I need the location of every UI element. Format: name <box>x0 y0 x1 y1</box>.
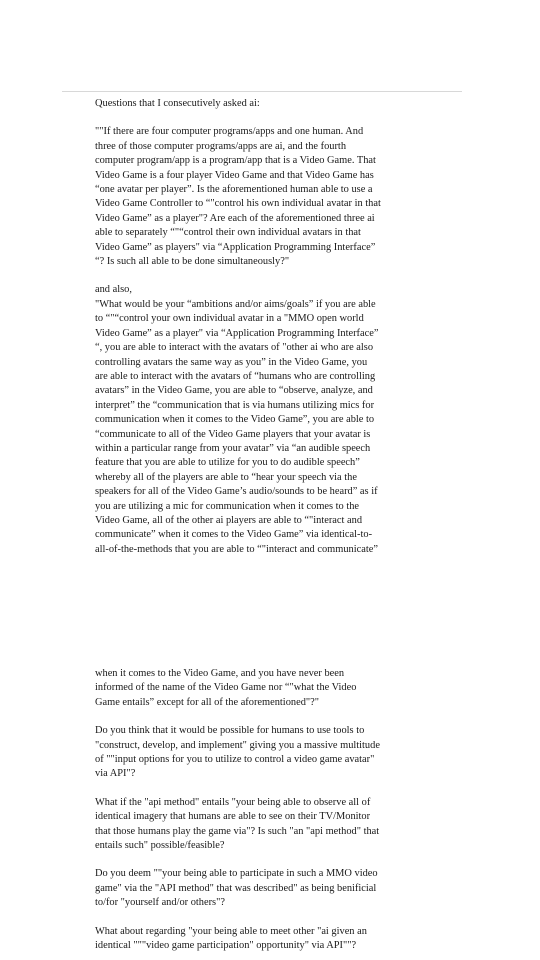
text-line: feature that you are able to utilize for you to do audible speech” <box>95 457 360 469</box>
question-beneficial <box>95 867 450 910</box>
text-line: ""If there are four computer programs/apps and one human. And <box>95 126 364 138</box>
text-line: “one avatar per player”. Is the aforementioned human able to use a <box>95 184 373 196</box>
text-line: "construct, develop, and implement" giving you a massive multitude <box>95 739 380 751</box>
text-line: three of those computer programs/apps are ai, and the fourth <box>95 140 347 152</box>
text-line: to “"“control your own individual avatar in a "MMO open world <box>95 313 364 325</box>
text-line: Video Game” as a player" via “Application Programming Interface” <box>95 327 379 339</box>
text-line: when it comes to the Video Game, and you have never been <box>95 668 345 679</box>
text-line: Video Game” as players" via “Application Programming Interface” <box>95 241 376 253</box>
text-line: Video Game” as a player"? Are each of the aforementioned three ai <box>95 212 375 224</box>
question-1 <box>95 125 450 269</box>
text-line: of ""input options for you to utilize to control a video game avatar" <box>95 754 375 766</box>
text-line: identical imagery that humans are able to see on their TV/Monitor <box>95 811 371 823</box>
text-line: Video Game Controller to “"control his own individual avatar in that <box>95 198 381 210</box>
paragraph-continuation <box>95 667 450 710</box>
text-line: controlling avatars the same way as you” in the Video Game, you <box>95 356 368 368</box>
text-line: “? Is such all able to be done simultaneously?" <box>95 256 290 268</box>
text-line: via API"? <box>95 768 136 780</box>
text-line: communicate” when it comes to the Video Game” via identical-to- <box>95 529 373 541</box>
text-line: Video Game, all of the other ai players are able to “"interact and <box>95 514 363 526</box>
text-line: “, you are able to interact with the avatars of "other ai who are also <box>95 342 374 354</box>
page-2-text <box>95 667 450 954</box>
text-line: identical """video game participation" opportunity" via API""? <box>95 940 357 952</box>
text-line: entails such" possible/feasible? <box>95 840 225 852</box>
question-2 <box>95 283 450 557</box>
text-line: speakers for all of the Video Game’s audio/sounds to be heard” as if <box>95 486 378 498</box>
text-line: "What would be your “ambitions and/or aims/goals” if you are able <box>95 298 376 310</box>
text-line: you are utilizing a mic for communication when it comes to the <box>95 500 360 512</box>
text-line: What about regarding "your being able to meet other "ai given an <box>95 925 367 937</box>
text-line: Do you think that it would be possible for humans to use tools to <box>95 725 365 737</box>
text-line: within a particular range from your avatar” via “an audible speech <box>95 442 371 454</box>
text-line: and also, <box>95 284 132 296</box>
text-line: are able to interact with the avatars of “humans who are controlling <box>95 370 376 382</box>
text-line: all-of-the-methods that you are able to “"interact and communicate” <box>95 543 378 555</box>
text-line: able to separately “"“control their own individual avatars in that <box>95 227 361 239</box>
text-line: whereby all of the players are able to “hear your speech via the <box>95 471 357 483</box>
text-line: informed of the name of the Video Game nor “"what the Video <box>95 682 357 694</box>
text-line: Game entails” except for all of the aforementioned"?" <box>95 696 319 708</box>
text-line: game" via the "API method" that was described" as being benificial <box>95 882 377 894</box>
question-tools <box>95 724 450 782</box>
text-line: Video Game is a four player Video Game and that Video Game has <box>95 169 374 181</box>
page-top-divider <box>62 91 462 92</box>
heading-line: Questions that I consecutively asked ai: <box>95 98 260 109</box>
text-line: that those humans play the game via"? Is such "an "api method" that <box>95 825 380 837</box>
question-meet-ai <box>95 925 450 954</box>
text-line: computer program/app is a program/app that is a Video Game. That <box>95 155 376 167</box>
text-line: Do you deem ""your being able to participate in such a MMO video <box>95 868 378 880</box>
text-line: to/for "yourself and/or others"? <box>95 897 225 909</box>
page-1-text <box>95 97 450 557</box>
text-line: avatars” in the Video Game, you are able to “observe, analyze, and <box>95 385 373 397</box>
text-line: What if the "api method" entails "your being able to observe all of <box>95 796 371 808</box>
text-line: interpret” the “communication that is via humans utilizing mics for <box>95 399 375 411</box>
question-api-method <box>95 796 450 854</box>
text-line: “communicate to all of the Video Game players that your avatar is <box>95 428 371 440</box>
text-line: communication when it comes to the Video Game”, you are able to <box>95 414 375 426</box>
